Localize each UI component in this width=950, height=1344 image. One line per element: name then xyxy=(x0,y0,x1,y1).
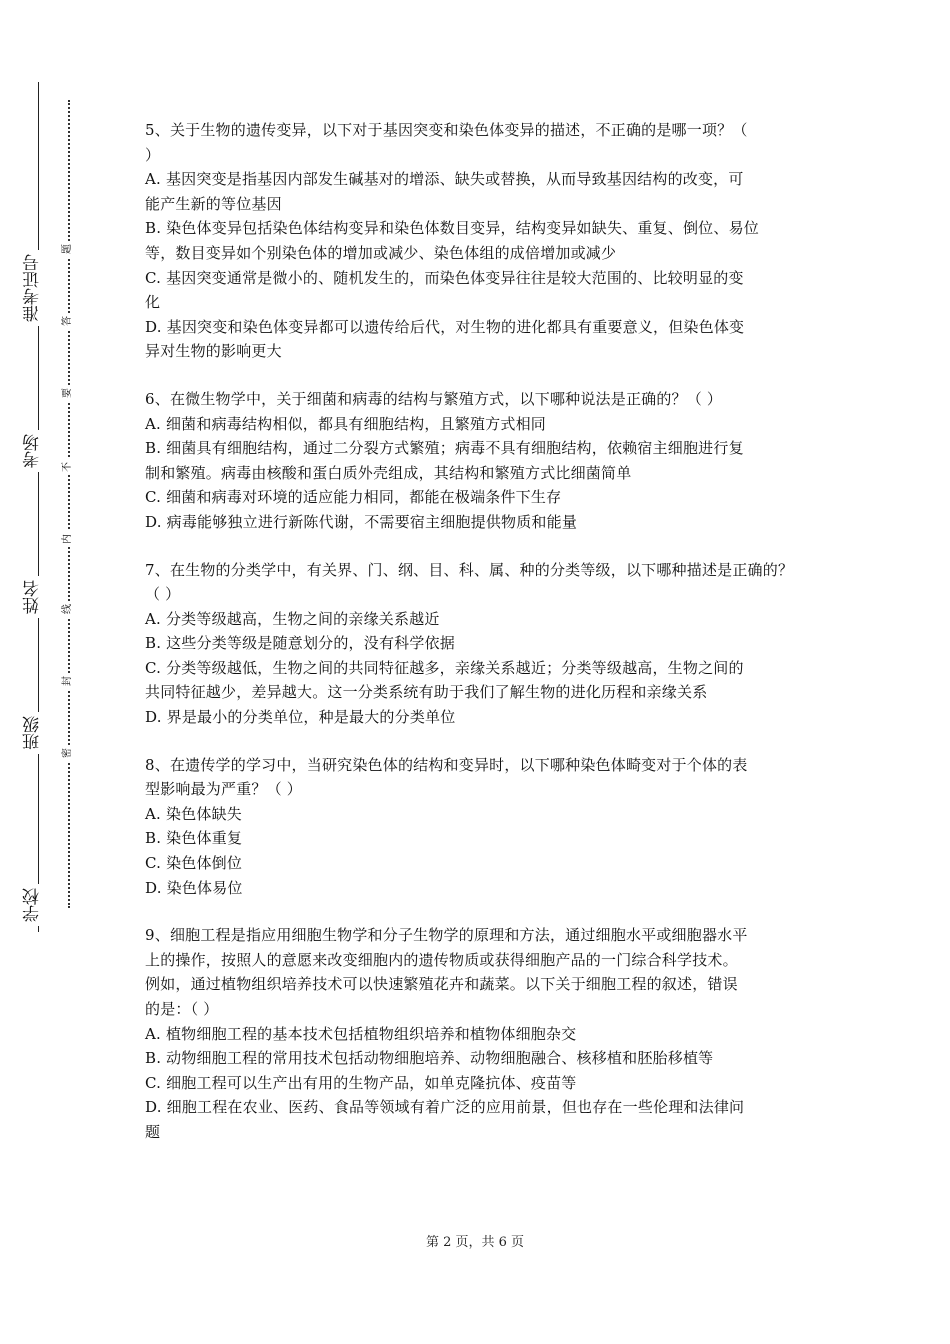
option-b: B. 这些分类等级是随意划分的，没有科学依据 xyxy=(145,634,455,653)
question-7 xyxy=(145,558,825,730)
question-stem: 上的操作，按照人的意愿来改变细胞内的遗传物质或获得细胞产品的一门综合科学技术。 xyxy=(145,950,738,969)
option-b: 等，数目变异如个别染色体的增加或减少、染色体组的成倍增加或减少 xyxy=(145,243,617,262)
school-label: 学校 xyxy=(22,884,44,926)
option-a: A. 植物细胞工程的基本技术包括植物组织培养和植物体细胞杂交 xyxy=(145,1024,577,1043)
option-a: A. 染色体缺失 xyxy=(145,804,242,823)
question-stem: 例如，通过植物组织培养技术可以快速繁殖花卉和蔬菜。以下关于细胞工程的叙述，错误 xyxy=(145,975,738,994)
seal-char: 不 xyxy=(59,459,77,475)
seal-char: 封 xyxy=(59,673,77,689)
seal-char: 内 xyxy=(59,531,77,547)
question-stem: 6、在微生物学中，关于细菌和病毒的结构与繁殖方式，以下哪种说法是正确的？（ ） xyxy=(145,389,723,408)
seal-char: 题 xyxy=(59,241,77,257)
question-stem: 5、关于生物的遗传变异，以下对于基因突变和染色体变异的描述，不正确的是哪一项？（ xyxy=(145,121,748,139)
question-stem: 7、在生物的分类学中，有关界、门、纲、目、科、属、种的分类等级，以下哪种描述是正确的？ xyxy=(145,560,794,579)
question-stem: （ ） xyxy=(145,585,181,604)
exam-room-label: 考场 xyxy=(22,430,44,472)
question-6 xyxy=(145,387,825,535)
option-b: B. 动物细胞工程的常用技术包括动物细胞培养、动物细胞融合、核移植和胚胎移植等 xyxy=(145,1049,714,1068)
question-9 xyxy=(145,923,825,1144)
question-list xyxy=(145,118,825,1168)
option-d: D. 病毒能够独立进行新陈代谢，不需要宿主细胞提供物质和能量 xyxy=(145,512,578,531)
option-d: D. 基因突变和染色体变异都可以遗传给后代，对生物的进化都具有重要意义，但染色体变 xyxy=(145,317,745,336)
question-8 xyxy=(145,753,825,901)
option-d: D. 界是最小的分类单位，种是最大的分类单位 xyxy=(145,708,456,727)
option-b: B. 染色体变异包括染色体结构变异和染色体数目变异，结构变异如缺失、重复、倒位、易位 xyxy=(145,219,759,238)
page-footer: 第 2 页，共 6 页 xyxy=(425,1235,525,1250)
question-stem: 型影响最为严重？（ ） xyxy=(145,780,302,799)
option-a: A. 细菌和病毒结构相似，都具有细胞结构，且繁殖方式相同 xyxy=(145,414,546,433)
option-b: 制和繁殖。病毒由核酸和蛋白质外壳组成，其结构和繁殖方式比细菌简单 xyxy=(145,463,632,482)
option-a: A. 基因突变是指基因内部发生碱基对的增添、缺失或替换，从而导致基因结构的改变，可 xyxy=(145,170,744,189)
seal-char: 密 xyxy=(59,745,77,761)
option-c: C. 基因突变通常是微小的、随机发生的，而染色体变异往往是较大范围的、比较明显的变 xyxy=(145,268,744,287)
option-c: 化 xyxy=(145,293,161,312)
binding-margin xyxy=(0,0,100,1344)
seal-dotted-line xyxy=(68,100,70,908)
option-d: 异对生物的影响更大 xyxy=(145,342,282,361)
option-b: B. 细菌具有细胞结构，通过二分裂方式繁殖；病毒不具有细胞结构，依赖宿主细胞进行复 xyxy=(145,439,744,458)
question-stem: 8、在遗传学的学习中，当研究染色体的结构和变异时，以下哪种染色体畸变对于个体的表 xyxy=(145,755,748,774)
question-stem: ） xyxy=(145,145,161,164)
seal-char: 答 xyxy=(59,313,77,329)
option-c: C. 细菌和病毒对环境的适应能力相同，都能在极端条件下生存 xyxy=(145,488,562,507)
name-label: 姓名 xyxy=(22,576,44,618)
class-label: 班级 xyxy=(22,712,44,754)
option-c: 共同特征越少，差异越大。这一分类系统有助于我们了解生物的进化历程和亲缘关系 xyxy=(145,683,708,702)
question-stem: 9、细胞工程是指应用细胞生物学和分子生物学的原理和方法，通过细胞水平或细胞器水平 xyxy=(145,926,748,945)
option-d: D. 染色体易位 xyxy=(145,878,243,897)
question-stem: 的是：（ ） xyxy=(145,1000,219,1018)
seal-char: 要 xyxy=(59,385,77,401)
binding-solid-line xyxy=(38,82,39,932)
option-c: C. 染色体倒位 xyxy=(145,854,243,873)
option-c: C. 细胞工程可以生产出有用的生物产品，如单克隆抗体、疫苗等 xyxy=(145,1073,577,1092)
question-5 xyxy=(145,118,825,364)
seal-char: 线 xyxy=(59,601,77,617)
option-b: B. 染色体重复 xyxy=(145,829,243,848)
exam-number-label: 准考证号 xyxy=(22,250,44,326)
option-d: 题 xyxy=(145,1122,161,1141)
option-d: D. 细胞工程在农业、医药、食品等领域有着广泛的应用前景，但也存在一些伦理和法律问 xyxy=(145,1098,745,1117)
option-c: C. 分类等级越低，生物之间的共同特征越多，亲缘关系越近；分类等级越高，生物之间的 xyxy=(145,658,744,677)
option-a: A. 分类等级越高，生物之间的亲缘关系越近 xyxy=(145,609,440,628)
option-a: 能产生新的等位基因 xyxy=(145,194,282,213)
